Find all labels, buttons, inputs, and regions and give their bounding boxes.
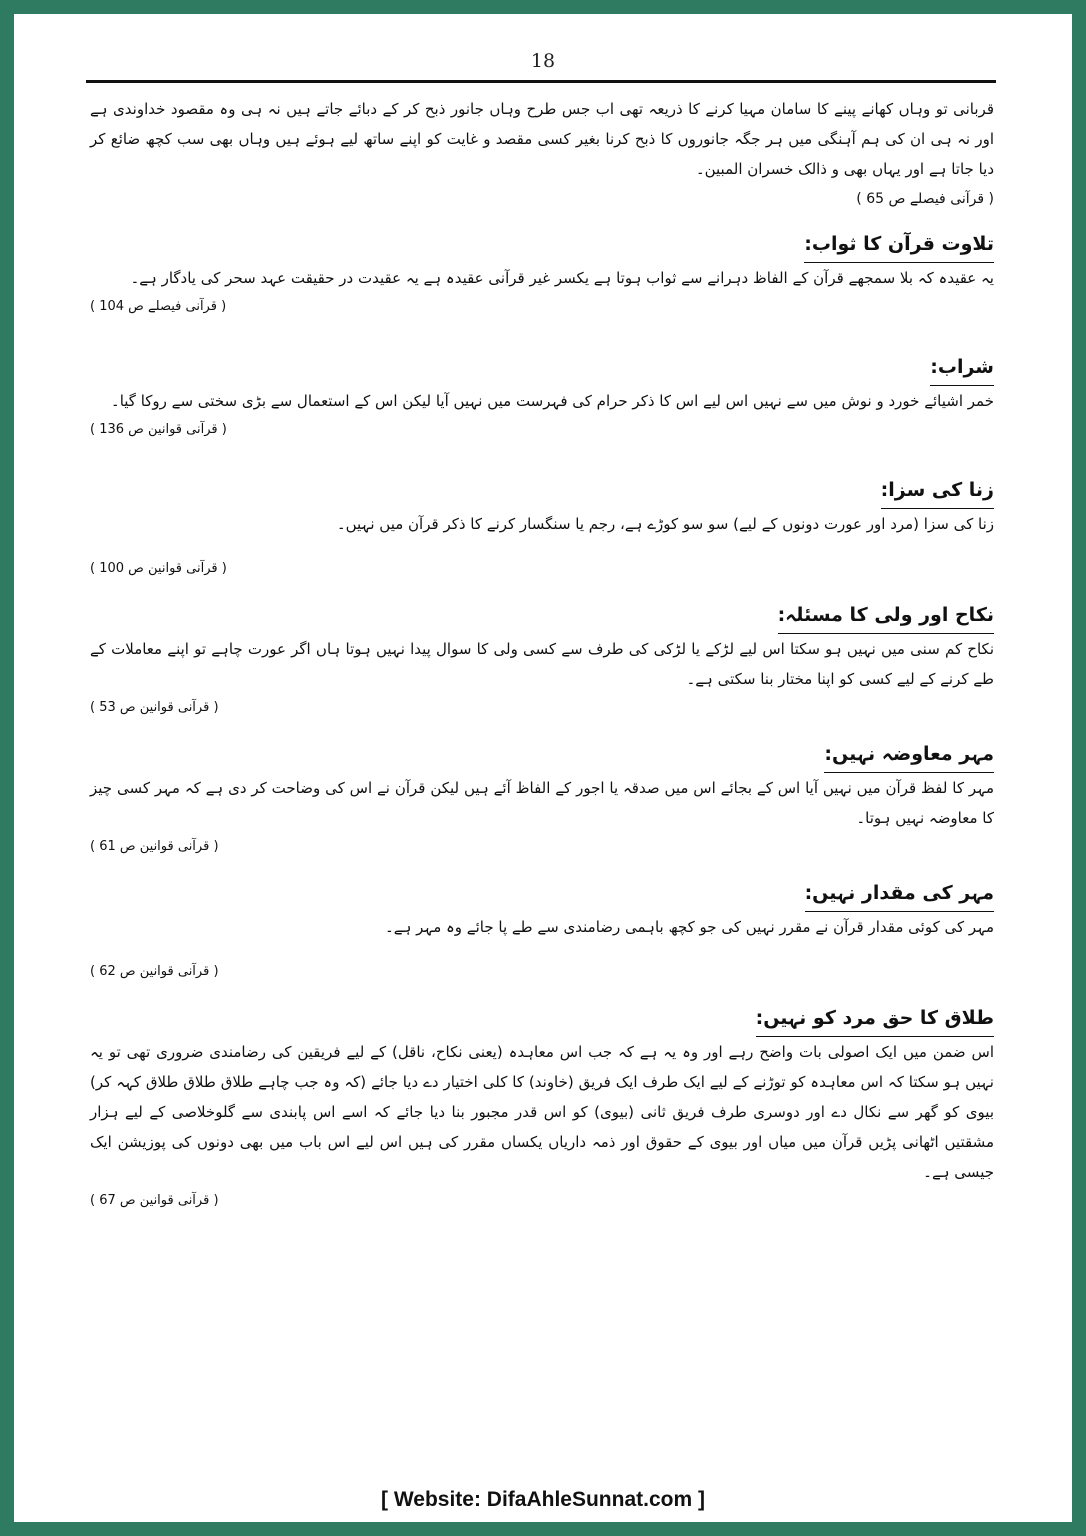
website-footer: [ Website: DifaAhleSunnat.com ] bbox=[381, 1488, 705, 1511]
section-text: یہ عقیدہ کہ بلا سمجھے قرآن کے الفاظ دہرانے سے ثواب ہوتا ہے یکسر غیر قرآنی عقیدہ ہے یہ عقیدت در حقیقت عہد سحر کی یادگار ہے۔ bbox=[130, 269, 994, 287]
section-divorce-right bbox=[90, 1002, 994, 1037]
section-text: خمر اشیائے خورد و نوش میں سے نہیں اس لیے اس کا ذکر حرام کی فہرست میں نہیں آیا لیکن اس کے استعمال سے بڑی سختی سے روکا گیا۔ bbox=[110, 392, 994, 410]
section-nikah-guardian bbox=[90, 599, 994, 634]
section-reference: ( قرآنی قوانین ص 61 ) bbox=[90, 839, 219, 854]
section-reference: ( قرآنی قوانین ص 136 ) bbox=[90, 422, 227, 437]
page-number: 18 bbox=[530, 50, 556, 72]
section-reference: ( قرآنی قوانین ص 100 ) bbox=[90, 561, 227, 576]
document-page bbox=[14, 14, 1072, 1522]
section-text: نکاح کم سنی میں نہیں ہو سکتا اس لیے لڑکے یا لڑکی کی طرف سے کسی ولی کا سوال پیدا نہیں ہوتا ہاں اگر عورت چاہے تو اپنے معاملات کے طے کرنے کے لیے کسی کو اپنا مختار بنا سکتی ہے۔ bbox=[90, 640, 994, 688]
section-heading: شراب: bbox=[930, 351, 994, 386]
section-text: مہر کی کوئی مقدار قرآن نے مقرر نہیں کی جو کچھ باہمی رضامندی سے طے پا جائے وہ مہر ہے۔ bbox=[385, 918, 994, 936]
section-reference: ( قرآنی قوانین ص 62 ) bbox=[90, 964, 219, 979]
section-heading: طلاق کا حق مرد کو نہیں: bbox=[756, 1002, 994, 1037]
page-content bbox=[90, 94, 994, 1213]
section-reference: ( قرآنی قوانین ص 67 ) bbox=[90, 1193, 219, 1208]
section-punishment bbox=[90, 474, 994, 509]
section-mahr-amount bbox=[90, 877, 994, 912]
section-recitation bbox=[90, 228, 994, 263]
header-rule bbox=[86, 80, 996, 83]
section-wine bbox=[90, 351, 994, 386]
section-heading: نکاح اور ولی کا مسئلہ: bbox=[778, 599, 994, 634]
section-heading: تلاوت قرآن کا ثواب: bbox=[804, 228, 994, 263]
intro-paragraph: قربانی تو وہاں کھانے پینے کا سامان مہیا کرنے کا ذریعہ تھی اب جس طرح وہاں جانور ذبح کر کے دبائے جاتے ہیں نہ ہی وہ مقصود خداوندی ہے اور نہ ہی ان کی ہم آہنگی میں ہر جگہ جانوروں کا ذبح کرنا بغیر کسی مقصد و غایت کو اپنے ساتھ لیے ہوئے ہیں وہاں بھی سب کچھ ضائع کر دیا جاتا ہے اور یہاں بھی و ذالک خسران المبین۔ bbox=[90, 100, 994, 178]
section-reference: ( قرآنی قوانین ص 53 ) bbox=[90, 700, 219, 715]
section-mahr-not-compensation bbox=[90, 738, 994, 773]
section-heading: مہر کی مقدار نہیں: bbox=[805, 877, 994, 912]
intro-reference: ( قرآنی فیصلے ص 65 ) bbox=[856, 191, 994, 207]
section-reference: ( قرآنی فیصلے ص 104 ) bbox=[90, 299, 227, 314]
section-heading: زنا کی سزا: bbox=[881, 474, 994, 509]
section-text: اس ضمن میں ایک اصولی بات واضح رہے اور وہ یہ ہے کہ جب اس معاہدہ (یعنی نکاح، ناقل) کے لیے فریقین کی رضامندی ضروری تھی تو یہ نہیں ہو سکتا کہ اس معاہدہ کو توڑنے کے لیے ایک طرف ایک فریق (خاوند) کا کلی اختیار دے دیا جائے (کہ وہ جب چاہے طلاق طلاق طلاق کہہ کر) بیوی کو گھر سے نکال دے اور دوسری طرف فریق ثانی (بیوی) کو اس قدر مجبور بنا دیا جائے کہ اسے اس پابندی سے گلوخلاصی کے لیے ہزار مشقتیں اٹھانی پڑیں قرآن میں میاں اور بیوی کے حقوق اور ذمہ داریاں یکساں مقرر کی ہیں اس لیے اس باب میں بھی دونوں کی پوزیشن ایک جیسی ہے۔ bbox=[90, 1043, 994, 1181]
section-text: مہر کا لفظ قرآن میں نہیں آیا اس کے بجائے اس میں صدقہ یا اجور کے الفاظ آئے ہیں لیکن قرآن نے اس کی وضاحت کر دی ہے کہ مہر کسی چیز کا معاوضہ نہیں ہوتا۔ bbox=[90, 779, 994, 827]
section-heading: مہر معاوضہ نہیں: bbox=[824, 738, 994, 773]
section-text: زنا کی سزا (مرد اور عورت دونوں کے لیے) سو سو کوڑے ہے، رجم یا سنگسار کرنے کا ذکر قرآن میں نہیں۔ bbox=[336, 515, 994, 533]
